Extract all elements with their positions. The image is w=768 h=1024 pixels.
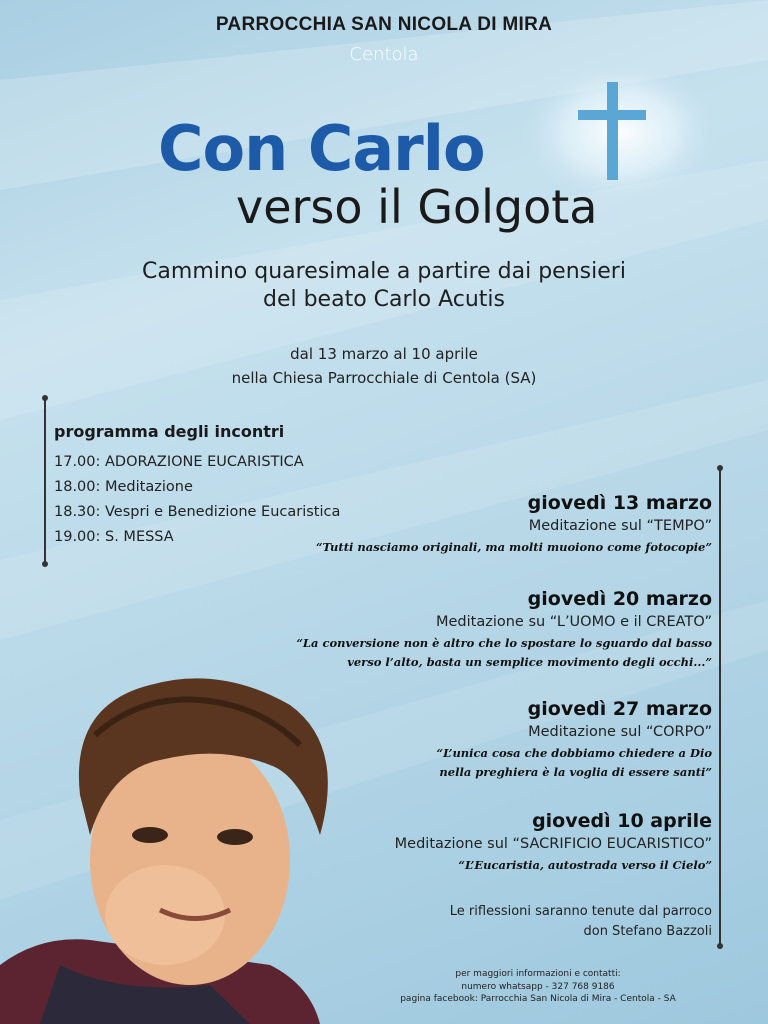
- town-name: Centola: [349, 44, 419, 65]
- meeting-date: giovedì 13 marzo: [527, 492, 712, 514]
- meeting-4: [395, 810, 712, 875]
- meeting-3: [437, 698, 713, 782]
- quote-line: “L’Eucaristia, autostrada verso il Cielo”: [458, 858, 712, 872]
- program-divider: [44, 398, 46, 564]
- meetings-divider: [719, 468, 721, 946]
- whatsapp-number: numero whatsapp - 327 768 9186: [461, 981, 615, 992]
- meeting-quote: [395, 856, 712, 875]
- meeting-theme: Meditazione su “L’UOMO e il CREATO”: [435, 614, 712, 630]
- meeting-theme: Meditazione sul “SACRIFICIO EUCARISTICO”: [394, 836, 712, 852]
- meeting-date: giovedì 20 marzo: [527, 588, 712, 610]
- meeting-theme: Meditazione sul “TEMPO”: [528, 518, 712, 534]
- dates-block: [0, 342, 768, 390]
- meeting-theme: Meditazione sul “CORPO”: [528, 724, 712, 740]
- title-line-2: verso il Golgota: [236, 180, 598, 234]
- meeting-date: giovedì 10 aprile: [532, 810, 712, 832]
- program-item: 18.00: Meditazione: [54, 479, 193, 495]
- subtitle-line-1: Cammino quaresimale a partire dai pensieri: [142, 259, 626, 284]
- meeting-date: giovedì 27 marzo: [527, 698, 712, 720]
- venue: nella Chiesa Parrocchiale di Centola (SA): [231, 369, 537, 387]
- contacts-intro: per maggiori informazioni e contatti:: [455, 969, 621, 979]
- meeting-1: [316, 492, 712, 557]
- subtitle-line-2: del beato Carlo Acutis: [262, 287, 506, 312]
- program-item: 17.00: ADORAZIONE EUCARISTICA: [54, 454, 304, 470]
- meeting-quote: [296, 634, 712, 672]
- quote-line: “Tutti nasciamo originali, ma molti muoiono come fotocopie”: [315, 540, 712, 554]
- meeting-quote: [437, 744, 713, 782]
- program-title: programma degli incontri: [54, 422, 285, 441]
- program-item: 18.30: Vespri e Benedizione Eucaristica: [54, 504, 341, 520]
- date-range: dal 13 marzo al 10 aprile: [290, 345, 478, 363]
- meeting-quote: [316, 538, 712, 557]
- program-item: 19.00: S. MESSA: [54, 529, 174, 545]
- quote-line: “La conversione non è altro che lo spostare lo sguardo dal basso: [296, 636, 712, 650]
- closing-note: [450, 902, 712, 942]
- quote-line: nella preghiera è la voglia di essere santi”: [439, 765, 712, 779]
- closing-line-1: Le riflessioni saranno tenute dal parroco: [449, 904, 712, 919]
- title-line-1: Con Carlo: [158, 112, 485, 185]
- facebook-page: pagina facebook: Parrocchia San Nicola di Mira - Centola - SA: [400, 994, 676, 1004]
- program-list: [54, 450, 340, 550]
- portrait-illustration: [0, 665, 350, 1024]
- meeting-2: [296, 588, 712, 672]
- quote-line: verso l’alto, basta un semplice movimento degli occhi...”: [347, 655, 712, 669]
- contacts-block: [378, 968, 698, 1006]
- parish-name: PARROCCHIA SAN NICOLA DI MIRA: [215, 14, 553, 35]
- subtitle: [0, 258, 768, 314]
- closing-line-2: don Stefano Bazzoli: [583, 924, 712, 939]
- quote-line: “L’unica cosa che dobbiamo chiedere a Dio: [436, 746, 712, 760]
